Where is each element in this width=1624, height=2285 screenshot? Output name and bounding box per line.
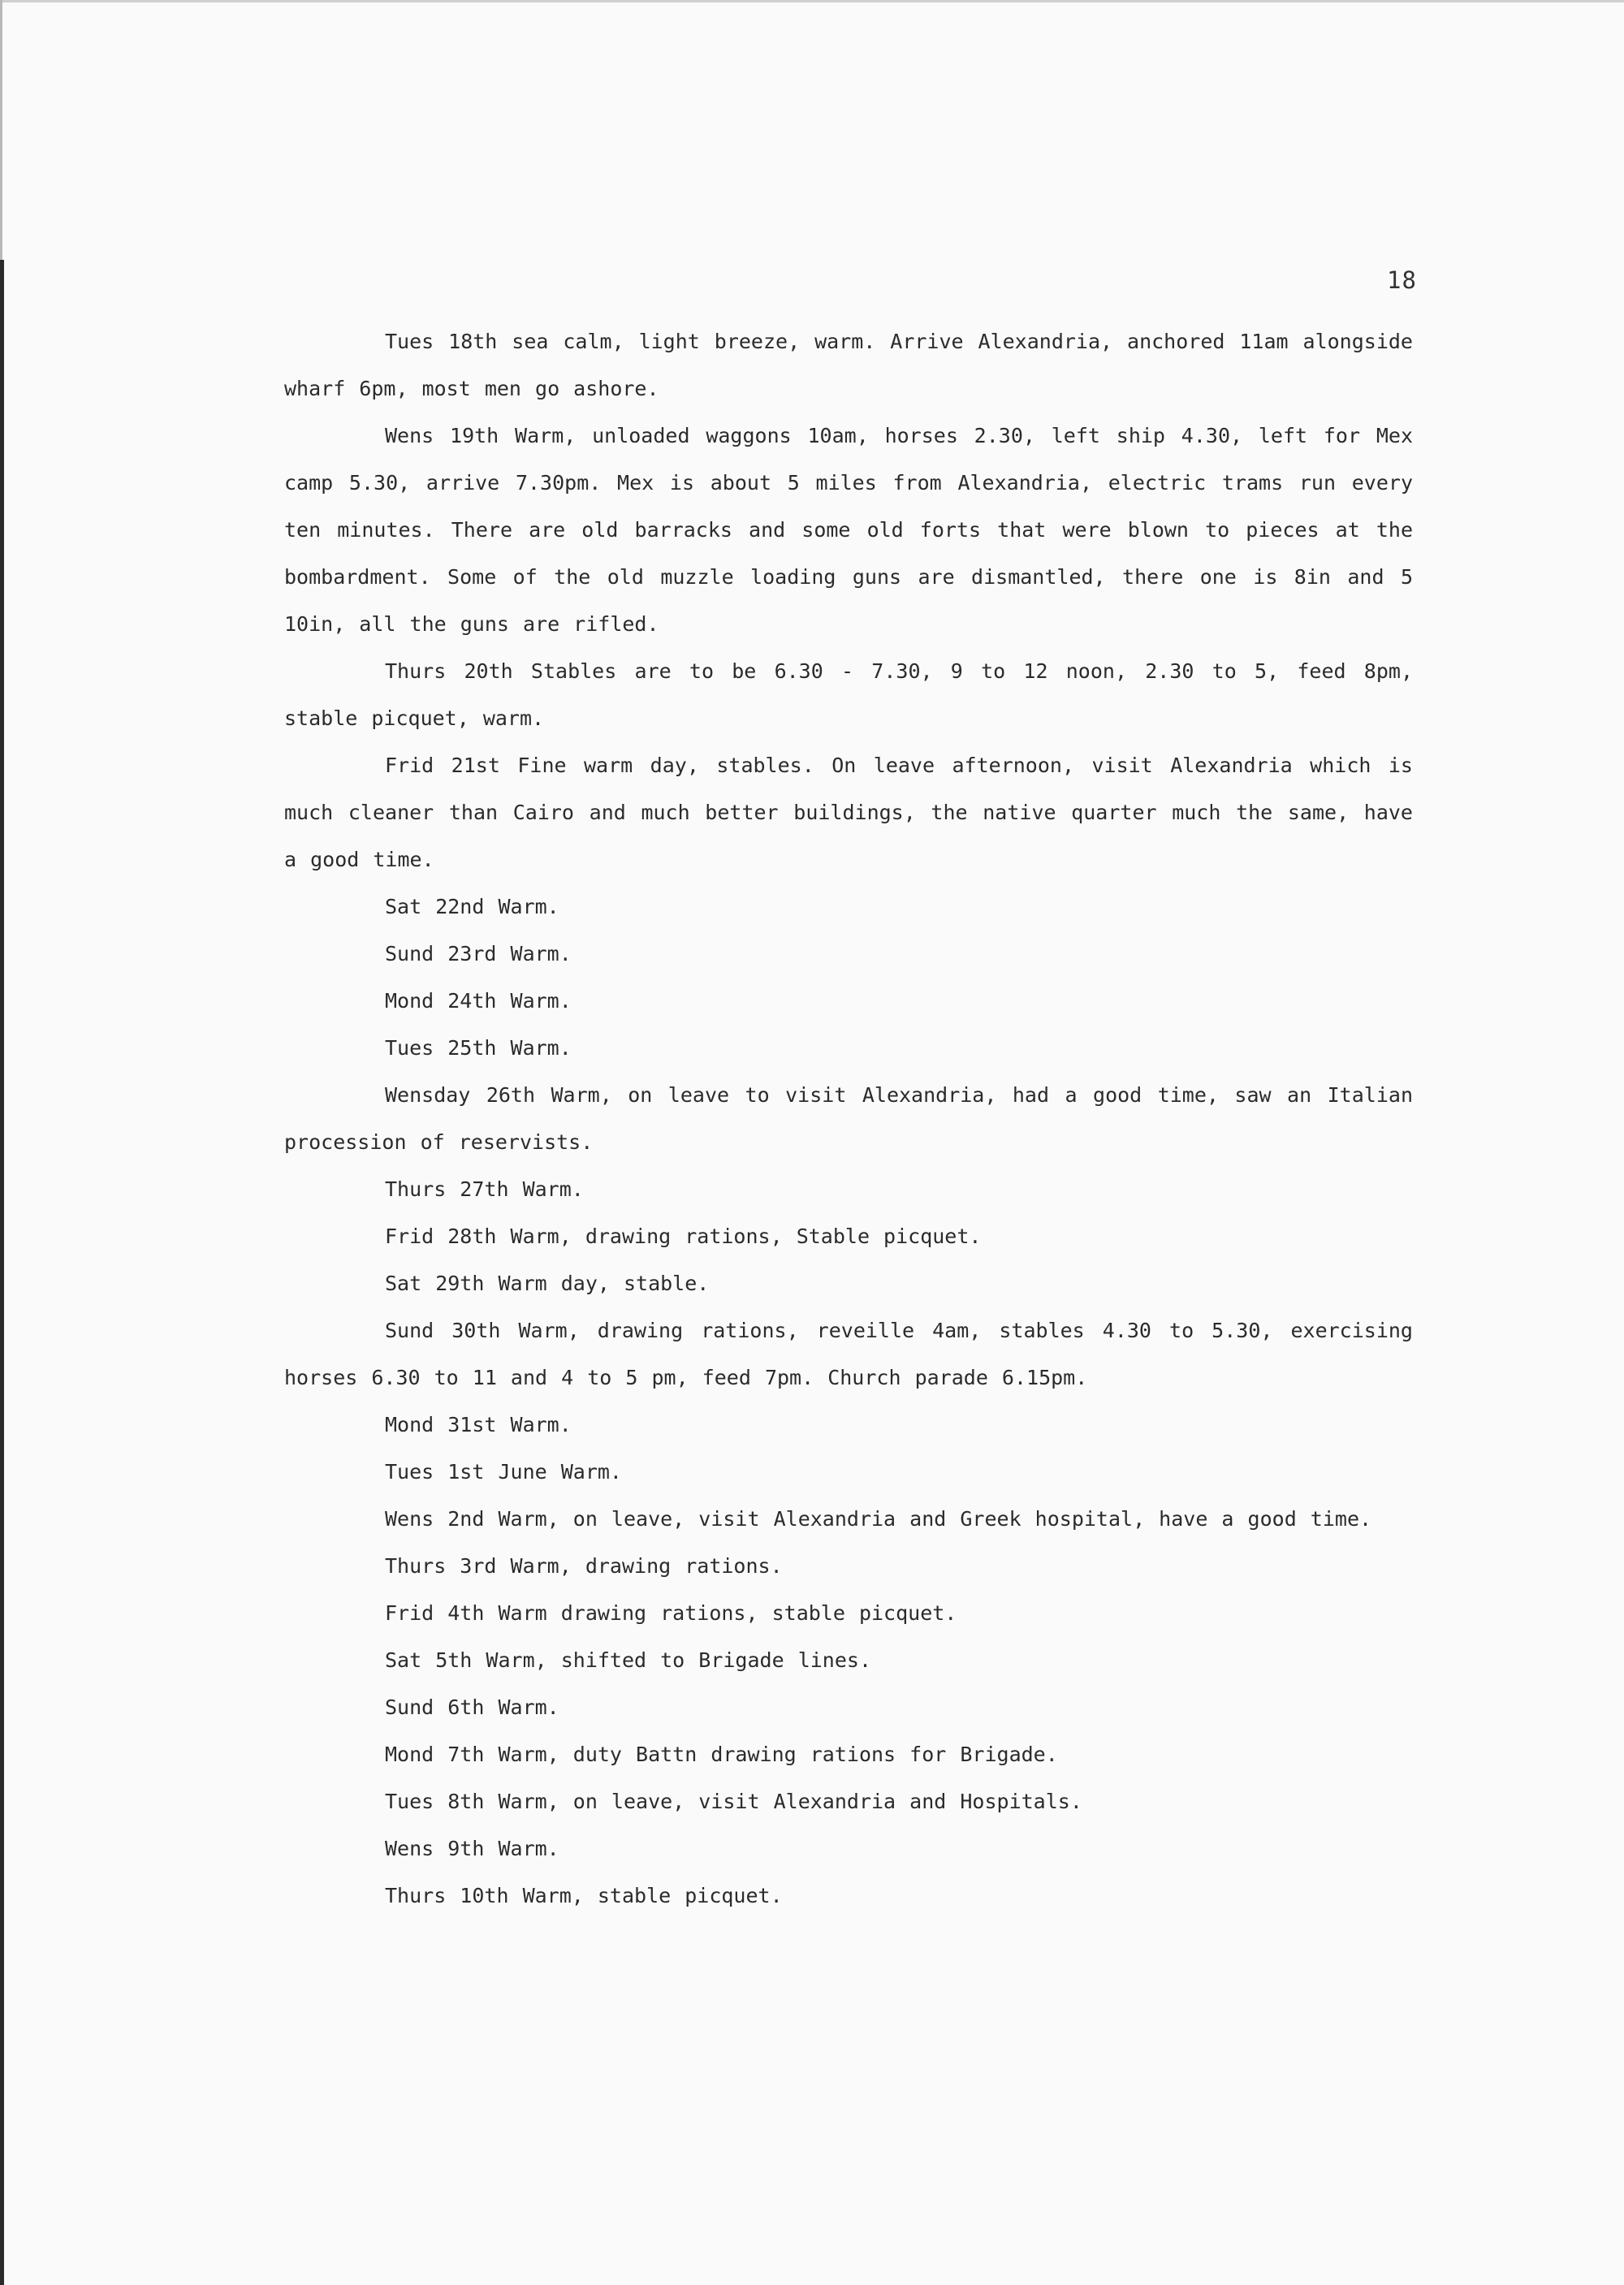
diary-entry-18th: Tues 18th sea calm, light breeze, warm. Arrive Alexandria, anchored 11am alongside wharf 6pm, most men go ashore. [284,330,1413,400]
diary-entry-23rd: Sund 23rd Warm. [385,942,572,965]
diary-entry-10th: Thurs 10th Warm, stable picquet. [385,1884,783,1907]
diary-entry-8th: Tues 8th Warm, on leave, visit Alexandria and Hospitals. [385,1790,1082,1813]
diary-entry-24th: Mond 24th Warm. [385,989,572,1013]
diary-entry-9th: Wens 9th Warm. [385,1837,559,1860]
diary-entry-5th: Sat 5th Warm, shifted to Brigade lines. [385,1648,871,1672]
diary-entry-21st: Frid 21st Fine warm day, stables. On leave afternoon, visit Alexandria which is much cleaner than Cairo and much better buildings, the native quarter much the same, have a good time. [284,754,1413,871]
page-number: 18 [1387,266,1417,294]
diary-entry-6th: Sund 6th Warm. [385,1695,559,1719]
diary-entry-29th: Sat 29th Warm day, stable. [385,1272,710,1295]
diary-entry-27th: Thurs 27th Warm. [385,1177,584,1201]
diary-entry-7th: Mond 7th Warm, duty Battn drawing rations for Brigade. [385,1743,1058,1766]
diary-entry-2nd: Wens 2nd Warm, on leave, visit Alexandria and Greek hospital, have a good time. [385,1507,1372,1531]
diary-entry-30th: Sund 30th Warm, drawing rations, reveille 4am, stables 4.30 to 5.30, exercising horses 6.30 to 11 and 4 to 5 pm, feed 7pm. Church parade 6.15pm. [284,1319,1413,1389]
diary-entry-4th: Frid 4th Warm drawing rations, stable picquet. [385,1601,957,1625]
diary-entry-28th: Frid 28th Warm, drawing rations, Stable picquet. [385,1225,982,1248]
diary-entry-19th: Wens 19th Warm, unloaded waggons 10am, horses 2.30, left ship 4.30, left for Mex camp 5.30, arrive 7.30pm. Mex is about 5 miles from Alexandria, electric trams run every ten minutes. There are old barracks and some old forts that were blown to pieces at the bombardment. Some of the old muzzle loading guns are dismantled, there one is 8in and 5 10in, all the guns are rifled. [284,424,1413,636]
diary-entry-20th: Thurs 20th Stables are to be 6.30 - 7.30, 9 to 12 noon, 2.30 to 5, feed 8pm, stable picquet, warm. [284,659,1413,730]
diary-entry-25th: Tues 25th Warm. [385,1036,572,1060]
diary-text [284,318,1413,1920]
diary-entry-26th: Wensday 26th Warm, on leave to visit Alexandria, had a good time, saw an Italian procession of reservists. [284,1083,1413,1154]
diary-entry-31st: Mond 31st Warm. [385,1413,572,1436]
diary-entry-1st-june: Tues 1st June Warm. [385,1460,622,1484]
diary-entry-3rd: Thurs 3rd Warm, drawing rations. [385,1554,783,1578]
diary-entry-22nd: Sat 22nd Warm. [385,895,559,918]
page-edge-shadow [0,260,4,2285]
